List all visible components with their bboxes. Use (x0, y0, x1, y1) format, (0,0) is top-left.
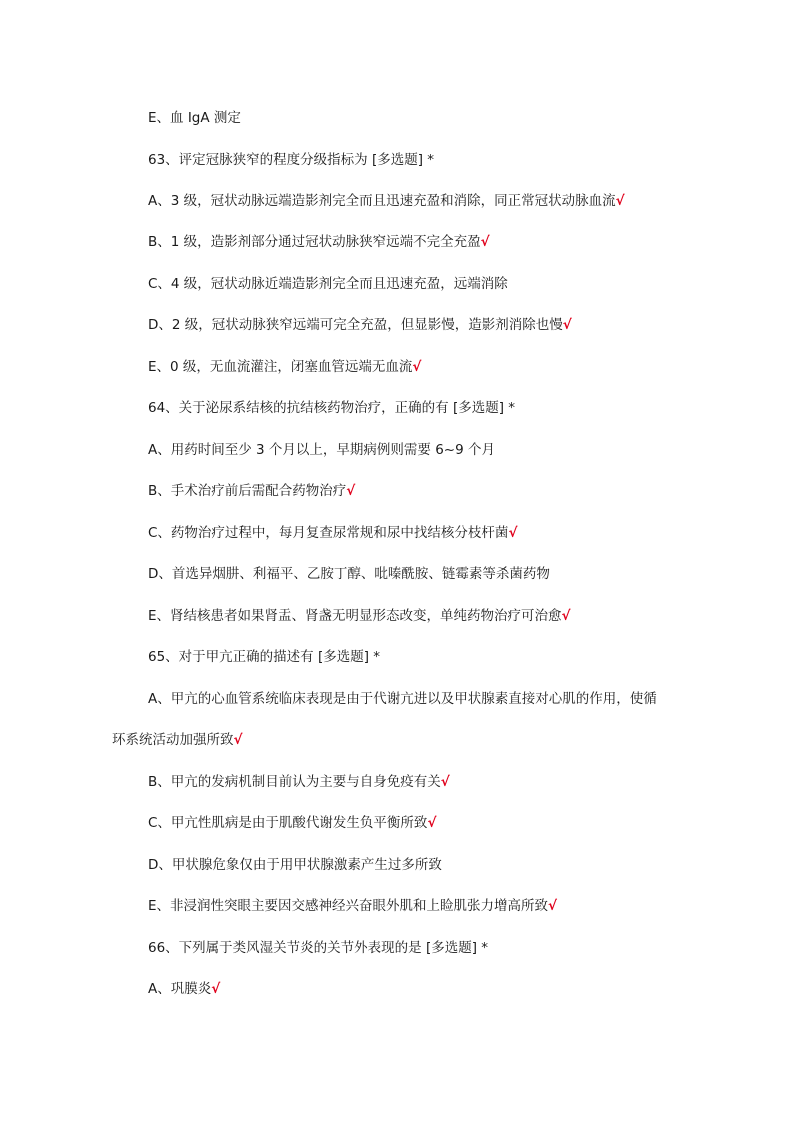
q65-option-d (148, 855, 442, 875)
line-text: 65、对于甲亢正确的描述有 [多选题] * (148, 649, 381, 665)
line-text: 63、评定冠脉狭窄的程度分级指标为 [多选题] * (148, 152, 435, 168)
line-text: A、3 级，冠状动脉远端造影剂完全而且迅速充盈和消除，同正常冠状动脉血流 (148, 193, 616, 209)
line-text: 环系统活动加强所致 (112, 732, 234, 748)
q65-option-c (148, 813, 436, 833)
line-text: C、4 级，冠状动脉近端造影剂完全而且迅速充盈，远端消除 (148, 276, 508, 292)
correct-check-icon: √ (427, 815, 437, 831)
question-66-title (148, 938, 488, 958)
line-text: 64、关于泌尿系结核的抗结核药物治疗，正确的有 [多选题] * (148, 400, 516, 416)
q63-option-a (148, 191, 625, 211)
q62-option-e (148, 108, 241, 128)
q64-option-a (148, 440, 495, 460)
line-text: E、非浸润性突眼主要因交感神经兴奋眼外肌和上睑肌张力增高所致 (148, 898, 549, 914)
q66-option-a (148, 979, 220, 999)
q63-option-c (148, 274, 508, 294)
line-text: E、肾结核患者如果肾盂、肾盏无明显形态改变，单纯药物治疗可治愈 (148, 608, 562, 624)
line-text: C、药物治疗过程中，每月复查尿常规和尿中找结核分枝杆菌 (148, 525, 509, 541)
line-text: E、0 级，无血流灌注，闭塞血管远端无血流 (148, 359, 413, 375)
line-text: D、甲状腺危象仅由于用甲状腺激素产生过多所致 (148, 857, 442, 873)
q65-option-a-continued (112, 730, 243, 750)
q65-option-a (148, 689, 657, 709)
q64-option-c (148, 523, 517, 543)
q64-option-b (148, 481, 355, 501)
question-63-title (148, 150, 434, 170)
correct-check-icon: √ (508, 525, 518, 541)
q65-option-e (148, 896, 557, 916)
correct-check-icon: √ (233, 732, 243, 748)
line-text: B、手术治疗前后需配合药物治疗 (148, 483, 347, 499)
correct-check-icon: √ (211, 981, 221, 997)
line-text: D、2 级，冠状动脉狭窄远端可完全充盈，但显影慢，造影剂消除也慢 (148, 317, 563, 333)
correct-check-icon: √ (346, 483, 356, 499)
correct-check-icon: √ (548, 898, 558, 914)
line-text: B、甲亢的发病机制目前认为主要与自身免疫有关 (148, 774, 441, 790)
line-text: A、用药时间至少 3 个月以上，早期病例则需要 6~9 个月 (148, 442, 495, 458)
correct-check-icon: √ (562, 317, 572, 333)
line-text: E、血 IgA 测定 (148, 110, 241, 126)
q64-option-d (148, 564, 550, 584)
line-text: B、1 级，造影剂部分通过冠状动脉狭窄远端不完全充盈 (148, 234, 481, 250)
line-text: 66、下列属于类风湿关节炎的关节外表现的是 [多选题] * (148, 940, 489, 956)
correct-check-icon: √ (561, 608, 571, 624)
correct-check-icon: √ (440, 774, 450, 790)
question-64-title (148, 398, 515, 418)
line-text: D、首选异烟肼、利福平、乙胺丁醇、吡嗪酰胺、链霉素等杀菌药物 (148, 566, 550, 582)
line-text: C、甲亢性肌病是由于肌酸代谢发生负平衡所致 (148, 815, 428, 831)
q64-option-e (148, 606, 571, 626)
question-65-title (148, 647, 380, 667)
q63-option-d (148, 315, 572, 335)
correct-check-icon: √ (412, 359, 422, 375)
line-text: A、巩膜炎 (148, 981, 212, 997)
q65-option-b (148, 772, 450, 792)
line-text: A、甲亢的心血管系统临床表现是由于代谢亢进以及甲状腺素直接对心肌的作用，使循 (148, 691, 657, 707)
correct-check-icon: √ (615, 193, 625, 209)
q63-option-e (148, 357, 421, 377)
correct-check-icon: √ (480, 234, 490, 250)
q63-option-b (148, 232, 490, 252)
